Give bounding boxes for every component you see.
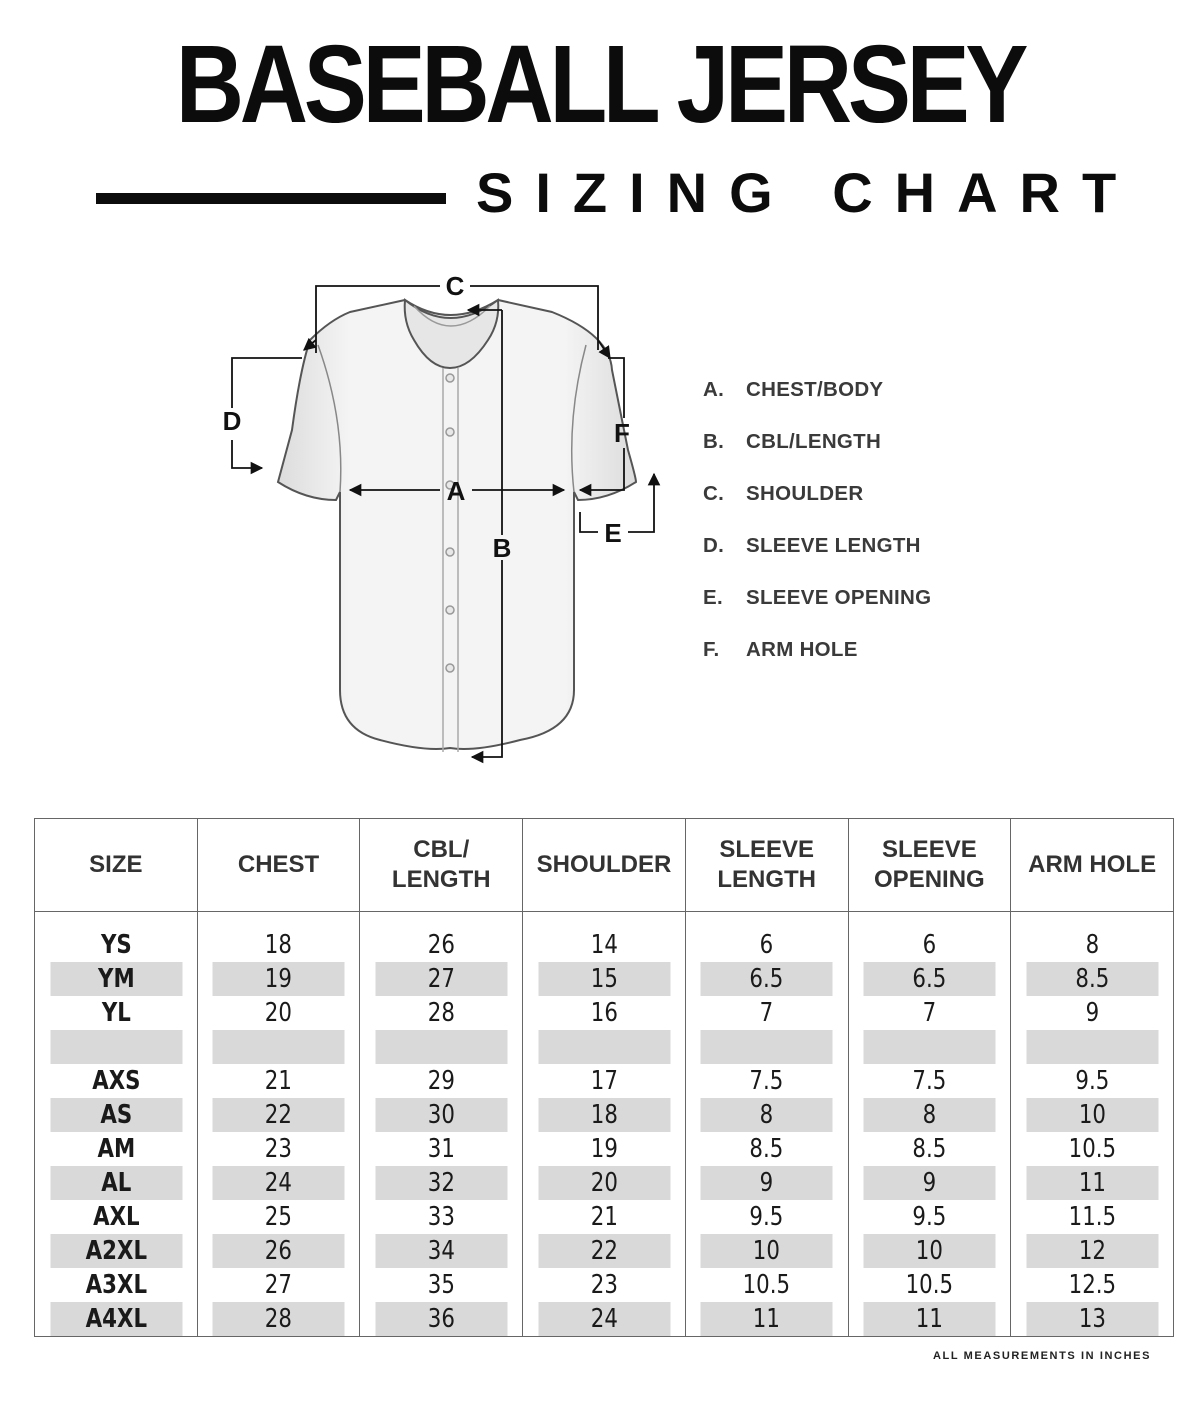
cell-shoulder [537, 1030, 670, 1064]
cell-size: AL [49, 1166, 182, 1200]
cell-sleeve-opening: 10.5 [863, 1268, 996, 1302]
table-row [35, 1268, 1174, 1302]
cell-size: AS [49, 1098, 182, 1132]
column-header-chest: CHEST [197, 819, 360, 912]
cell-shoulder: 15 [537, 962, 670, 996]
cell-sleeve-opening: 7.5 [863, 1064, 996, 1098]
legend-item [703, 534, 931, 586]
cell-shoulder: 14 [537, 912, 670, 963]
legend-label: SHOULDER [746, 482, 864, 505]
cell-arm-hole: 10.5 [1025, 1132, 1158, 1166]
cell-shoulder: 22 [537, 1234, 670, 1268]
cell-sleeve-opening: 8 [863, 1098, 996, 1132]
cell-shoulder: 16 [537, 996, 670, 1030]
diagram-letter-f: F [614, 418, 630, 448]
legend-label: SLEEVE LENGTH [746, 534, 921, 557]
legend-item [703, 586, 931, 638]
cell-sleeve-length: 10.5 [700, 1268, 833, 1302]
cell-sleeve-length [700, 1030, 833, 1064]
cell-chest [212, 1030, 345, 1064]
cell-shoulder: 20 [537, 1166, 670, 1200]
legend-label: SLEEVE OPENING [746, 586, 932, 609]
cell-arm-hole: 9 [1025, 996, 1158, 1030]
diagram-letter-c: C [445, 271, 465, 301]
cell-chest: 23 [212, 1132, 345, 1166]
title-rule [96, 193, 446, 204]
cell-cbl-length: 33 [375, 1200, 508, 1234]
table-row [35, 962, 1174, 996]
measurement-legend [703, 378, 931, 690]
cell-size: AXL [49, 1200, 182, 1234]
legend-label: CBL/LENGTH [746, 430, 882, 453]
legend-label: CHEST/BODY [746, 378, 884, 401]
cell-shoulder: 21 [537, 1200, 670, 1234]
cell-sleeve-length: 9.5 [700, 1200, 833, 1234]
cell-size: AM [49, 1132, 182, 1166]
size-table [34, 818, 1174, 1337]
cell-arm-hole: 11 [1025, 1166, 1158, 1200]
cell-sleeve-length: 8 [700, 1098, 833, 1132]
jersey-outline [278, 300, 636, 752]
cell-arm-hole: 12 [1025, 1234, 1158, 1268]
cell-sleeve-opening: 8.5 [863, 1132, 996, 1166]
cell-cbl-length: 28 [375, 996, 508, 1030]
cell-size: A2XL [49, 1234, 182, 1268]
cell-arm-hole: 8.5 [1025, 962, 1158, 996]
cell-cbl-length: 31 [375, 1132, 508, 1166]
cell-size: YM [49, 962, 182, 996]
cell-cbl-length: 30 [375, 1098, 508, 1132]
cell-cbl-length: 34 [375, 1234, 508, 1268]
cell-arm-hole: 12.5 [1025, 1268, 1158, 1302]
cell-chest: 19 [212, 962, 345, 996]
column-header-size: SIZE [35, 819, 198, 912]
cell-size [49, 1030, 182, 1064]
cell-sleeve-opening [863, 1030, 996, 1064]
table-row [35, 1234, 1174, 1268]
table-row [35, 1132, 1174, 1166]
cell-sleeve-length: 6 [700, 912, 833, 963]
cell-sleeve-length: 11 [700, 1302, 833, 1337]
cell-size: AXS [49, 1064, 182, 1098]
table-row [35, 912, 1174, 963]
column-header-arm-hole: ARM HOLE [1011, 819, 1174, 912]
page-subtitle: SIZING CHART [476, 161, 1139, 224]
cell-chest: 25 [212, 1200, 345, 1234]
table-row [35, 1302, 1174, 1337]
table-row [35, 1064, 1174, 1098]
column-header-sleeve-opening: SLEEVE OPENING [848, 819, 1011, 912]
cell-chest: 24 [212, 1166, 345, 1200]
cell-sleeve-length: 6.5 [700, 962, 833, 996]
cell-shoulder: 17 [537, 1064, 670, 1098]
cell-size: YL [49, 996, 182, 1030]
diagram-letter-e: E [604, 518, 622, 548]
cell-arm-hole: 10 [1025, 1098, 1158, 1132]
table-row [35, 1030, 1174, 1064]
cell-shoulder: 19 [537, 1132, 670, 1166]
cell-chest: 27 [212, 1268, 345, 1302]
cell-shoulder: 18 [537, 1098, 670, 1132]
legend-key: B. [703, 430, 725, 453]
cell-sleeve-opening: 7 [863, 996, 996, 1030]
cell-sleeve-length: 10 [700, 1234, 833, 1268]
cell-sleeve-length: 9 [700, 1166, 833, 1200]
legend-label: ARM HOLE [746, 638, 858, 661]
cell-arm-hole: 8 [1025, 912, 1158, 963]
legend-key: E. [703, 586, 723, 609]
cell-cbl-length [375, 1030, 508, 1064]
table-row [35, 1166, 1174, 1200]
cell-sleeve-opening: 6.5 [863, 962, 996, 996]
cell-sleeve-length: 8.5 [700, 1132, 833, 1166]
cell-chest: 20 [212, 996, 345, 1030]
cell-chest: 18 [212, 912, 345, 963]
column-header-sleeve-length: SLEEVE LENGTH [685, 819, 848, 912]
legend-item [703, 482, 931, 534]
table-row [35, 996, 1174, 1030]
cell-chest: 28 [212, 1302, 345, 1337]
table-body [35, 912, 1174, 1337]
jersey-diagram [200, 260, 680, 780]
legend-item [703, 430, 931, 482]
cell-sleeve-opening: 9 [863, 1166, 996, 1200]
cell-cbl-length: 29 [375, 1064, 508, 1098]
cell-chest: 26 [212, 1234, 345, 1268]
cell-size: YS [49, 912, 182, 963]
cell-sleeve-opening: 9.5 [863, 1200, 996, 1234]
cell-size: A3XL [49, 1268, 182, 1302]
legend-key: A. [703, 378, 725, 401]
diagram-letter-b: B [492, 533, 512, 563]
page-title: BASEBALL JERSEY [175, 23, 1025, 146]
cell-cbl-length: 32 [375, 1166, 508, 1200]
cell-sleeve-length: 7.5 [700, 1064, 833, 1098]
cell-arm-hole: 9.5 [1025, 1064, 1158, 1098]
cell-cbl-length: 36 [375, 1302, 508, 1337]
legend-key: D. [703, 534, 725, 557]
table-row [35, 1200, 1174, 1234]
footnote: ALL MEASUREMENTS IN INCHES [933, 1350, 1152, 1362]
cell-shoulder: 23 [537, 1268, 670, 1302]
legend-item [703, 638, 931, 690]
cell-cbl-length: 26 [375, 912, 508, 963]
legend-key: C. [703, 482, 725, 505]
cell-size: A4XL [49, 1302, 182, 1337]
cell-cbl-length: 27 [375, 962, 508, 996]
column-header-cbl-length: CBL/ LENGTH [360, 819, 523, 912]
cell-arm-hole: 13 [1025, 1302, 1158, 1337]
cell-arm-hole [1025, 1030, 1158, 1064]
cell-shoulder: 24 [537, 1302, 670, 1337]
cell-chest: 21 [212, 1064, 345, 1098]
table-row [35, 1098, 1174, 1132]
diagram-letter-a: A [446, 476, 466, 506]
diagram-letter-d: D [222, 406, 242, 436]
cell-sleeve-opening: 11 [863, 1302, 996, 1337]
cell-cbl-length: 35 [375, 1268, 508, 1302]
legend-item [703, 378, 931, 430]
cell-chest: 22 [212, 1098, 345, 1132]
column-header-shoulder: SHOULDER [523, 819, 686, 912]
cell-sleeve-opening: 6 [863, 912, 996, 963]
legend-key: F. [703, 638, 720, 661]
cell-sleeve-opening: 10 [863, 1234, 996, 1268]
cell-sleeve-length: 7 [700, 996, 833, 1030]
table-header-row [35, 819, 1174, 912]
cell-arm-hole: 11.5 [1025, 1200, 1158, 1234]
